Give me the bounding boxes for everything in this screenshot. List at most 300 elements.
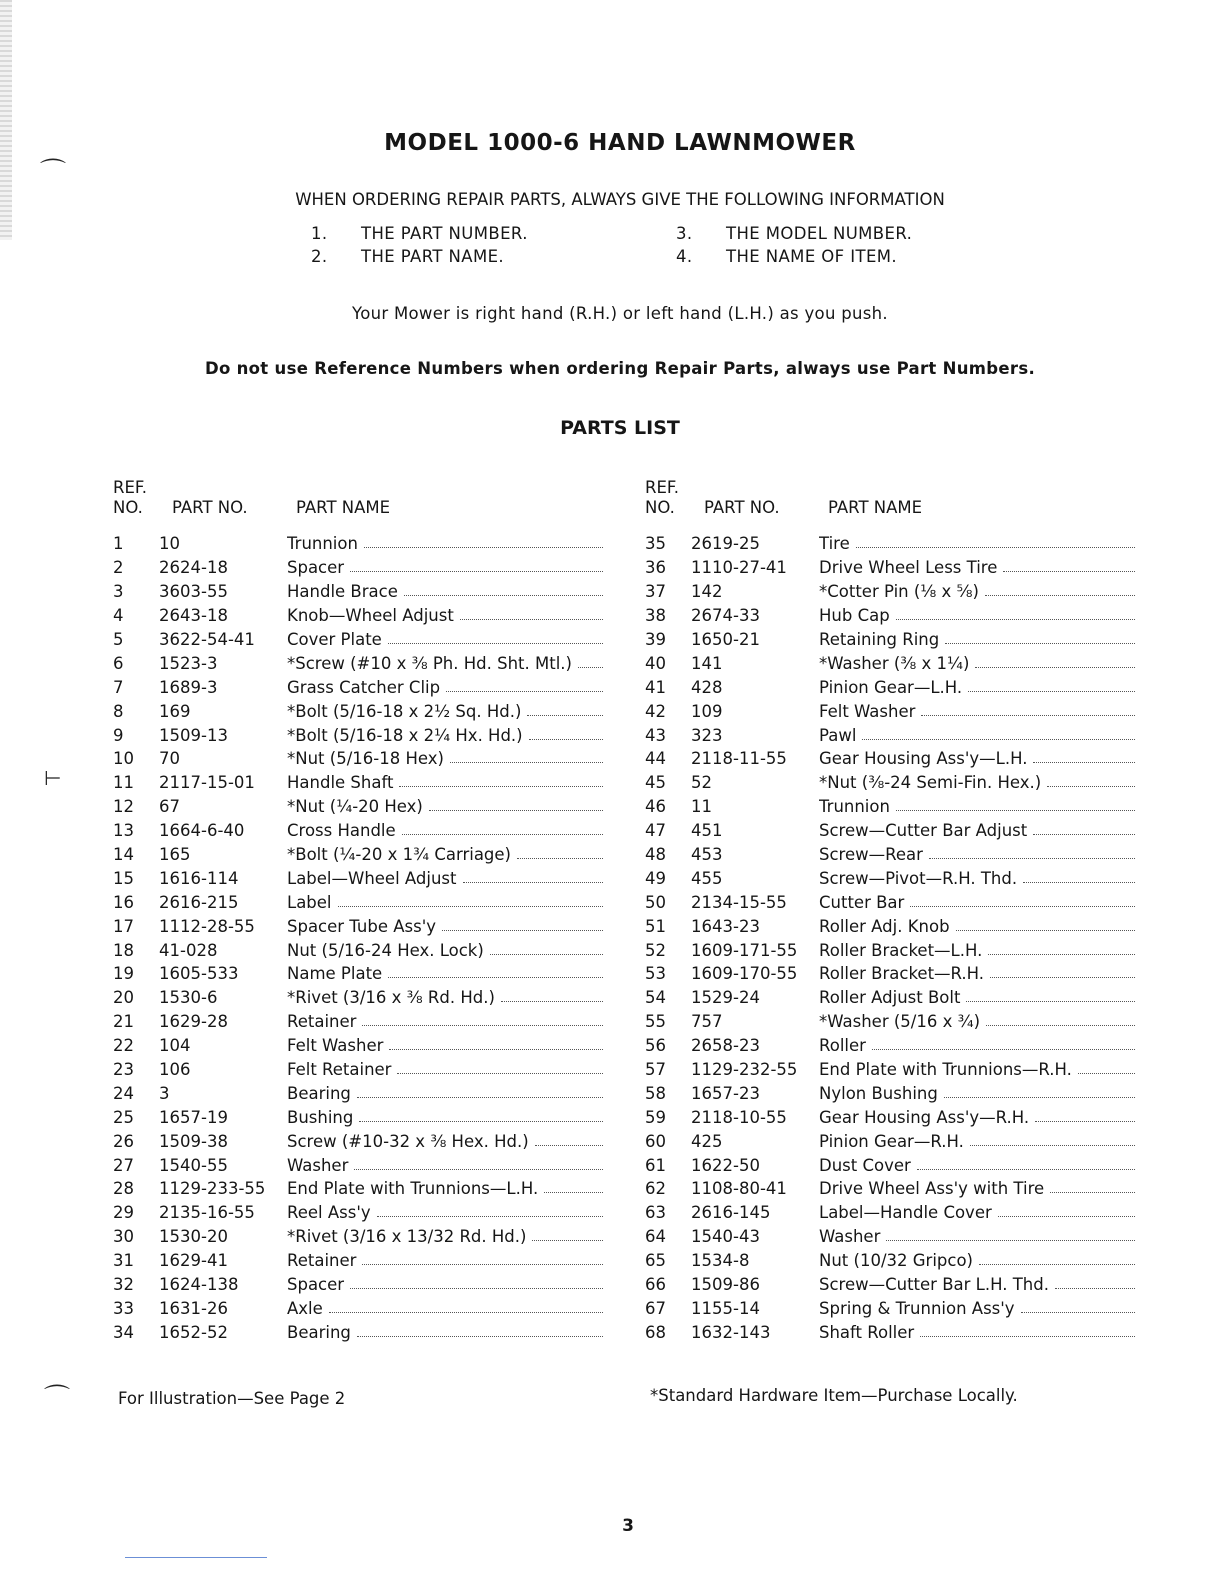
part-number: 455	[691, 868, 723, 888]
part-name-cell	[287, 1132, 603, 1151]
parts-table-row	[113, 843, 603, 867]
part-name-cell	[819, 1227, 1135, 1246]
part-number: 1616-114	[159, 868, 239, 888]
part-name-header: PART NAME	[296, 498, 391, 517]
part-number: 1624-138	[159, 1275, 239, 1295]
part-name: *Washer (5/16 x ¾)	[819, 1012, 981, 1032]
dot-leader	[929, 857, 1135, 859]
part-number: 1689-3	[159, 677, 218, 697]
ref-number: 65	[645, 1251, 666, 1271]
part-number: 1110-27-41	[691, 558, 787, 578]
part-name: *Bolt (5/16-18 x 2½ Sq. Hd.)	[287, 701, 522, 721]
dot-leader	[404, 594, 603, 596]
part-name: Felt Retainer	[287, 1060, 392, 1080]
part-name: Reel Ass'y	[287, 1203, 371, 1223]
part-name-cell	[819, 1203, 1135, 1222]
ref-number: 7	[113, 677, 124, 697]
part-number: 1650-21	[691, 630, 760, 649]
dot-leader	[490, 953, 603, 955]
parts-table-row	[645, 1201, 1135, 1225]
parts-table-row	[113, 556, 603, 580]
ref-no-header: REF. NO.	[645, 478, 679, 517]
parts-rows-right	[645, 532, 1135, 1344]
part-name-cell	[819, 773, 1135, 792]
ref-number: 14	[113, 845, 134, 865]
part-name: Screw—Pivot—R.H. Thd.	[819, 868, 1018, 888]
parts-table-row	[645, 1010, 1135, 1034]
part-name: *Nut (⅜-24 Semi-Fin. Hex.)	[819, 773, 1042, 793]
parts-table-row	[113, 532, 603, 556]
part-number: 1622-50	[691, 1155, 760, 1175]
part-name-cell	[287, 917, 603, 936]
part-name: *Washer (⅜ x 1¼)	[819, 653, 970, 673]
parts-list-title: PARTS LIST	[560, 417, 680, 439]
part-number: 1530-20	[159, 1227, 228, 1247]
ref-number: 13	[113, 821, 134, 841]
dot-leader	[956, 929, 1135, 931]
ref-no-header: REF. NO.	[113, 478, 147, 517]
info-item	[676, 247, 951, 266]
ref-number: 34	[113, 1322, 134, 1342]
parts-table-row	[113, 1297, 603, 1321]
parts-table-row	[113, 651, 603, 675]
parts-table-row	[113, 1081, 603, 1105]
ref-number: 52	[645, 940, 666, 960]
part-name: Retaining Ring	[819, 630, 940, 649]
parts-table-row	[113, 628, 603, 652]
ref-number: 21	[113, 1012, 134, 1032]
part-name: End Plate with Trunnions—L.H.	[287, 1179, 539, 1199]
part-name-cell	[819, 1299, 1135, 1318]
ref-number: 5	[113, 630, 124, 649]
dot-leader	[998, 1215, 1135, 1217]
ref-number: 33	[113, 1298, 134, 1318]
dot-leader	[1078, 1072, 1135, 1074]
part-name: Screw (#10-32 x ⅜ Hex. Hd.)	[287, 1131, 529, 1151]
part-name-cell	[287, 1179, 603, 1198]
part-number: 1609-171-55	[691, 940, 798, 960]
part-name-cell	[819, 869, 1135, 888]
dot-leader	[944, 1096, 1135, 1098]
part-number: 2135-16-55	[159, 1203, 255, 1223]
ref-number: 3	[113, 582, 124, 602]
part-name-cell	[287, 964, 603, 983]
part-name: Roller Bracket—R.H.	[819, 964, 985, 984]
parts-table-row	[113, 1105, 603, 1129]
info-item-number: 4.	[676, 247, 693, 266]
part-name-cell	[287, 654, 603, 673]
part-name-cell	[287, 1108, 603, 1127]
ref-number: 18	[113, 940, 134, 960]
part-name-cell	[287, 773, 603, 792]
part-number: 141	[691, 653, 723, 673]
part-name-cell	[819, 1275, 1135, 1294]
info-item-number: 1.	[311, 224, 328, 243]
part-name: Roller Adj. Knob	[819, 916, 950, 936]
parts-table-row	[645, 747, 1135, 771]
ref-number: 32	[113, 1275, 134, 1295]
ref-number: 57	[645, 1060, 666, 1080]
dot-leader	[921, 714, 1135, 716]
ref-number: 54	[645, 988, 666, 1008]
part-name-cell	[819, 726, 1135, 745]
parts-table-row	[645, 1058, 1135, 1082]
ref-number: 4	[113, 606, 124, 626]
ref-number: 1	[113, 534, 124, 554]
part-name-cell	[287, 630, 603, 649]
info-item-text: THE PART NAME.	[361, 247, 505, 266]
part-name: Drive Wheel Ass'y with Tire	[819, 1179, 1045, 1199]
part-number: 142	[691, 582, 723, 602]
part-name-cell	[819, 1036, 1135, 1055]
ref-number: 47	[645, 821, 666, 841]
parts-table-row	[645, 1249, 1135, 1273]
part-name-cell	[287, 749, 603, 768]
part-number: 1530-6	[159, 988, 218, 1008]
part-name: Spring & Trunnion Ass'y	[819, 1298, 1015, 1318]
part-name-cell	[819, 821, 1135, 840]
dot-leader	[966, 1000, 1135, 1002]
ref-number: 37	[645, 582, 666, 602]
dot-leader	[1033, 833, 1135, 835]
dot-leader	[354, 1168, 603, 1170]
part-name: Cover Plate	[287, 630, 382, 649]
ref-number: 61	[645, 1155, 666, 1175]
part-name-cell	[287, 726, 603, 745]
part-name-cell	[819, 582, 1135, 601]
part-number: 2674-33	[691, 606, 760, 626]
parts-table-row	[113, 747, 603, 771]
part-number: 1112-28-55	[159, 916, 255, 936]
dot-leader	[377, 1215, 603, 1217]
part-name-cell	[819, 534, 1135, 553]
part-name: Spacer Tube Ass'y	[287, 916, 436, 936]
part-name-cell	[819, 1132, 1135, 1151]
illustration-reference: For Illustration—See Page 2	[118, 1389, 346, 1408]
ref-number: 30	[113, 1227, 134, 1247]
part-name: Nut (10/32 Gripco)	[819, 1251, 973, 1271]
part-name: Axle	[287, 1298, 323, 1318]
parts-table-row	[645, 628, 1135, 652]
parts-table-row	[113, 819, 603, 843]
dot-leader	[1021, 1311, 1135, 1313]
dot-leader	[357, 1335, 603, 1337]
part-name-cell	[287, 1323, 603, 1342]
part-name: Gear Housing Ass'y—L.H.	[819, 749, 1028, 769]
parts-column-right	[645, 478, 1135, 1344]
info-item-number: 2.	[311, 247, 328, 266]
dot-leader	[364, 546, 603, 548]
info-item	[311, 224, 676, 243]
part-name: End Plate with Trunnions—R.H.	[819, 1060, 1072, 1080]
ref-number: 40	[645, 653, 666, 673]
part-name: Cross Handle	[287, 821, 396, 841]
part-name-cell	[819, 1060, 1135, 1079]
part-name: Washer	[287, 1155, 349, 1175]
ref-number: 20	[113, 988, 134, 1008]
ordering-instructions: WHEN ORDERING REPAIR PARTS, ALWAYS GIVE THE FOLLOWING INFORMATION	[295, 190, 945, 209]
part-name: Retainer	[287, 1251, 357, 1271]
page-title: MODEL 1000-6 HAND LAWNMOWER	[384, 130, 856, 156]
dot-leader	[397, 1072, 603, 1074]
part-name-cell	[287, 1251, 603, 1270]
parts-table-row	[645, 866, 1135, 890]
dot-leader	[450, 761, 603, 763]
dot-leader	[917, 1168, 1135, 1170]
parts-table-row	[645, 819, 1135, 843]
handedness-note: Your Mower is right hand (R.H.) or left hand (L.H.) as you push.	[352, 304, 888, 323]
part-name: Label—Wheel Adjust	[287, 868, 457, 888]
info-item-number: 3.	[676, 224, 693, 243]
parts-table-row	[113, 986, 603, 1010]
ref-number: 9	[113, 725, 124, 745]
dot-leader	[856, 546, 1135, 548]
dot-leader	[985, 594, 1135, 596]
dot-leader	[362, 1024, 603, 1026]
dot-leader	[1055, 1287, 1135, 1289]
part-number: 2117-15-01	[159, 773, 255, 793]
part-name-cell	[819, 749, 1135, 768]
part-number: 1529-24	[691, 988, 760, 1008]
part-name: *Rivet (3/16 x 13/32 Rd. Hd.)	[287, 1227, 527, 1247]
punch-mark-top: ⌒	[40, 158, 67, 188]
dot-leader	[544, 1191, 603, 1193]
part-name: Label	[287, 892, 332, 912]
dot-leader	[578, 666, 603, 668]
part-name-header: PART NAME	[828, 498, 923, 517]
info-item-text: THE PART NUMBER.	[361, 224, 528, 243]
parts-table-row	[113, 1225, 603, 1249]
parts-table-row	[645, 962, 1135, 986]
ref-number: 27	[113, 1155, 134, 1175]
ref-number: 59	[645, 1107, 666, 1127]
part-number: 106	[159, 1060, 191, 1080]
ref-number: 17	[113, 916, 134, 936]
part-name-cell	[819, 1323, 1135, 1342]
scan-artifact-line	[125, 1557, 267, 1558]
part-name-cell	[287, 1275, 603, 1294]
part-name: *Cotter Pin (⅛ x ⅝)	[819, 582, 979, 602]
part-number: 2619-25	[691, 534, 760, 554]
parts-table-row	[645, 580, 1135, 604]
dot-leader	[389, 1048, 603, 1050]
ref-number: 68	[645, 1322, 666, 1342]
dot-leader	[338, 905, 603, 907]
parts-table-row	[645, 914, 1135, 938]
part-number: 67	[159, 797, 180, 817]
column-header	[113, 478, 603, 520]
ref-number: 26	[113, 1131, 134, 1151]
part-name: Bearing	[287, 1322, 351, 1342]
part-number: 2118-10-55	[691, 1107, 787, 1127]
dot-leader	[986, 1024, 1135, 1026]
ref-number: 43	[645, 725, 666, 745]
dot-leader	[1023, 881, 1135, 883]
ref-number: 50	[645, 892, 666, 912]
part-name: Retainer	[287, 1012, 357, 1032]
part-number: 1609-170-55	[691, 964, 798, 984]
dot-leader	[329, 1311, 603, 1313]
part-number: 757	[691, 1012, 723, 1032]
part-number: 2118-11-55	[691, 749, 787, 769]
ref-number: 35	[645, 534, 666, 554]
part-name: Bearing	[287, 1083, 351, 1103]
part-name-cell	[819, 988, 1135, 1007]
ref-number: 16	[113, 892, 134, 912]
parts-table-row	[645, 604, 1135, 628]
parts-table-row	[645, 795, 1135, 819]
parts-table-row	[113, 1201, 603, 1225]
part-name-cell	[287, 1299, 603, 1318]
part-name-cell	[287, 988, 603, 1007]
ref-number: 10	[113, 749, 134, 769]
dot-leader	[517, 857, 603, 859]
part-name-cell	[287, 941, 603, 960]
part-name-cell	[287, 1227, 603, 1246]
part-number: 41-028	[159, 940, 218, 960]
parts-table-row	[113, 580, 603, 604]
dot-leader	[429, 809, 603, 811]
part-number: 165	[159, 845, 191, 865]
dot-leader	[529, 738, 603, 740]
ref-number: 41	[645, 677, 666, 697]
dot-leader	[399, 785, 603, 787]
ref-number: 39	[645, 630, 666, 649]
punch-mark-bottom: ⌒	[44, 1384, 71, 1414]
part-name: Roller Adjust Bolt	[819, 988, 961, 1008]
part-number: 2616-215	[159, 892, 239, 912]
parts-table-row	[645, 938, 1135, 962]
part-name: Hub Cap	[819, 606, 890, 626]
parts-table-row	[113, 890, 603, 914]
dot-leader	[920, 1335, 1135, 1337]
info-item	[311, 247, 676, 266]
part-name-cell	[287, 893, 603, 912]
ref-number: 19	[113, 964, 134, 984]
dot-leader	[886, 1239, 1135, 1241]
part-name-cell	[819, 606, 1135, 625]
ref-number: 46	[645, 797, 666, 817]
part-name: Roller Bracket—L.H.	[819, 940, 983, 960]
dot-leader	[350, 1287, 603, 1289]
ref-number: 63	[645, 1203, 666, 1223]
parts-table-row	[645, 986, 1135, 1010]
part-name: Spacer	[287, 558, 345, 578]
parts-table-row	[645, 675, 1135, 699]
part-name: Nut (5/16-24 Hex. Lock)	[287, 940, 484, 960]
part-name: Roller	[819, 1036, 866, 1056]
parts-table-row	[645, 651, 1135, 675]
dot-leader	[1047, 785, 1135, 787]
part-name: Trunnion	[287, 534, 358, 554]
part-name-cell	[287, 702, 603, 721]
part-name-cell	[287, 678, 603, 697]
part-name-cell	[287, 534, 603, 553]
parts-column-left	[113, 478, 603, 1344]
part-number: 1509-86	[691, 1275, 760, 1295]
ref-number: 31	[113, 1251, 134, 1271]
part-name: *Bolt (¼-20 x 1¾ Carriage)	[287, 845, 511, 865]
part-number: 2658-23	[691, 1036, 760, 1056]
part-number: 323	[691, 725, 723, 745]
dot-leader	[357, 1096, 603, 1098]
part-name-cell	[819, 1108, 1135, 1127]
part-name-cell	[819, 964, 1135, 983]
part-number: 2134-15-55	[691, 892, 787, 912]
part-name: Bushing	[287, 1107, 354, 1127]
ref-number: 28	[113, 1179, 134, 1199]
part-name: Pawl	[819, 725, 857, 745]
dot-leader	[501, 1000, 603, 1002]
dot-leader	[1035, 1120, 1135, 1122]
parts-table-row	[113, 1010, 603, 1034]
ref-number: 48	[645, 845, 666, 865]
ref-number: 36	[645, 558, 666, 578]
part-name-cell	[819, 1156, 1135, 1175]
part-name-cell	[287, 1156, 603, 1175]
part-name: Pinion Gear—R.H.	[819, 1131, 964, 1151]
info-item	[676, 224, 951, 243]
reference-warning: Do not use Reference Numbers when ordering Repair Parts, always use Part Numbers.	[204, 359, 1036, 378]
parts-table-row	[113, 1129, 603, 1153]
part-number: 1540-43	[691, 1227, 760, 1247]
part-name-cell	[287, 606, 603, 625]
part-name-cell	[819, 1084, 1135, 1103]
part-name: Felt Washer	[819, 701, 916, 721]
part-name-cell	[287, 821, 603, 840]
part-number: 169	[159, 701, 191, 721]
ref-number: 66	[645, 1275, 666, 1295]
parts-table-row	[645, 556, 1135, 580]
part-number: 2616-145	[691, 1203, 771, 1223]
part-name: Label—Handle Cover	[819, 1203, 992, 1223]
part-name: Knob—Wheel Adjust	[287, 606, 454, 626]
dot-leader	[350, 570, 603, 572]
parts-table-row	[113, 1058, 603, 1082]
part-number: 70	[159, 749, 180, 769]
part-name-cell	[819, 1179, 1135, 1198]
ref-number: 22	[113, 1036, 134, 1056]
parts-table-row	[113, 1273, 603, 1297]
dot-leader	[979, 1263, 1135, 1265]
part-name-cell	[819, 797, 1135, 816]
dot-leader	[1003, 570, 1135, 572]
dot-leader	[970, 1144, 1135, 1146]
ref-number: 11	[113, 773, 134, 793]
part-number: 1664-6-40	[159, 821, 245, 841]
ref-number: 38	[645, 606, 666, 626]
parts-table-row	[645, 1177, 1135, 1201]
part-name-cell	[287, 797, 603, 816]
dot-leader	[1050, 1191, 1135, 1193]
parts-table-row	[645, 723, 1135, 747]
part-number: 109	[691, 701, 723, 721]
info-item-text: THE NAME OF ITEM.	[726, 247, 898, 266]
parts-rows-left	[113, 532, 603, 1344]
ref-number: 60	[645, 1131, 666, 1151]
part-number: 1509-13	[159, 725, 228, 745]
part-number: 11	[691, 797, 712, 817]
dot-leader	[388, 642, 603, 644]
dot-leader	[975, 666, 1135, 668]
part-name-cell	[287, 558, 603, 577]
dot-leader	[896, 618, 1135, 620]
part-name: Screw—Rear	[819, 845, 923, 865]
ref-number: 62	[645, 1179, 666, 1199]
ref-number: 64	[645, 1227, 666, 1247]
parts-table-row	[113, 723, 603, 747]
part-name-cell	[819, 678, 1135, 697]
